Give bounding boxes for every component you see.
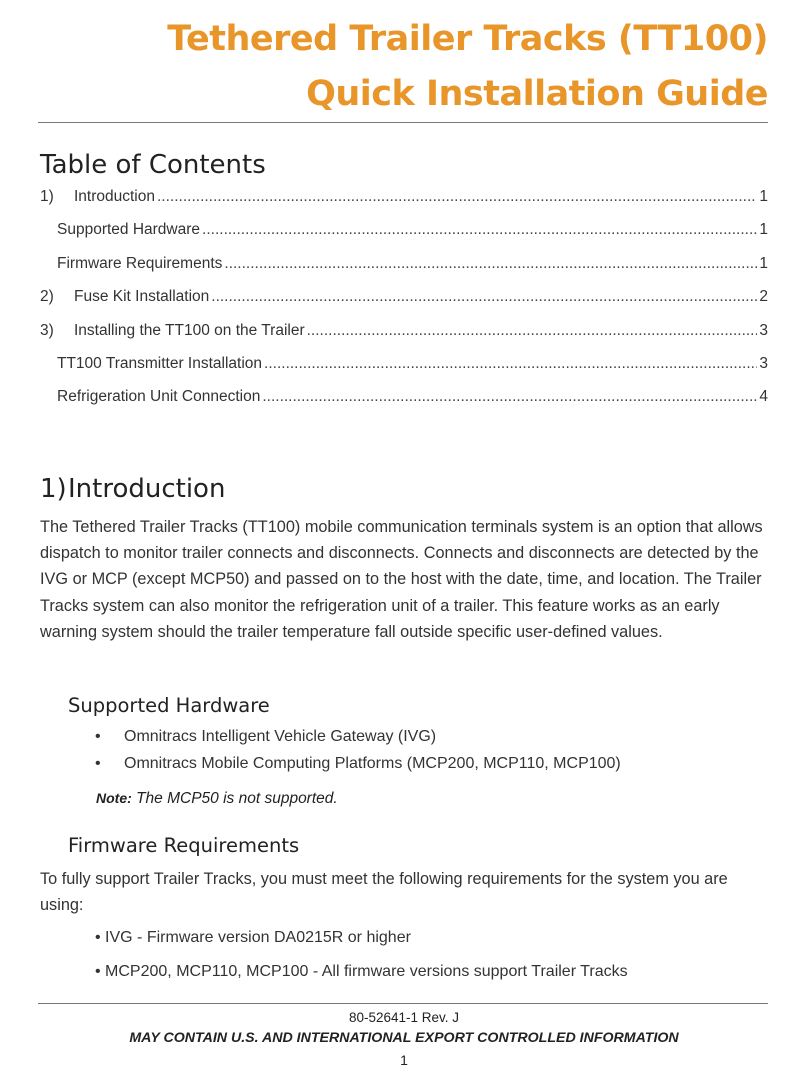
toc-entry-refrigeration-unit[interactable] xyxy=(40,388,768,421)
toc-entry-page: 4 xyxy=(759,388,768,406)
toc-entry-label: Supported Hardware xyxy=(57,221,201,239)
toc-entry-introduction[interactable] xyxy=(40,188,768,221)
toc-entry-number: 3) xyxy=(40,321,54,339)
hardware-list-item xyxy=(95,729,436,745)
firmware-intro-paragraph: To fully support Trailer Tracks, you must meet the following requirements for the system you are using: xyxy=(40,870,728,915)
toc-entry-fuse-kit-installation[interactable] xyxy=(40,288,768,321)
note-label: Note: xyxy=(96,790,132,806)
toc-entry-transmitter-installation[interactable] xyxy=(40,355,768,388)
page-number: 1 xyxy=(400,1052,408,1068)
toc-entry-label: Fuse Kit Installation xyxy=(74,288,210,306)
toc-leader-dots xyxy=(224,255,757,273)
hardware-note xyxy=(96,790,338,808)
supported-hardware-heading: Supported Hardware xyxy=(68,694,270,717)
toc-entry-page: 1 xyxy=(759,188,768,205)
toc-entry-label: Installing the TT100 on the Trailer xyxy=(74,321,305,339)
toc-entry-page: 1 xyxy=(759,254,768,272)
toc-leader-dots xyxy=(211,288,757,306)
toc-leader-dots xyxy=(262,388,757,406)
footer-divider xyxy=(38,1003,768,1004)
bullet-icon: • xyxy=(95,728,101,745)
toc-entry-installing-tt100[interactable] xyxy=(40,322,768,355)
toc-entry-page: 2 xyxy=(759,288,768,306)
export-notice: MAY CONTAIN U.S. AND INTERNATIONAL EXPORT CONTROLLED INFORMATION xyxy=(129,1030,679,1046)
note-text: The MCP50 is not supported. xyxy=(136,790,338,807)
toc-entry-number: 2) xyxy=(40,288,54,306)
table-of-contents xyxy=(40,188,768,422)
toc-entry-label: Firmware Requirements xyxy=(57,254,223,272)
toc-leader-dots xyxy=(202,221,757,239)
toc-entry-page: 3 xyxy=(759,354,768,372)
toc-entry-page: 3 xyxy=(759,321,768,339)
hardware-item-text: Omnitracs Intelligent Vehicle Gateway (IVG) xyxy=(124,728,437,745)
toc-leader-dots xyxy=(264,355,757,373)
introduction-heading xyxy=(40,476,225,502)
toc-entry-page: 1 xyxy=(759,221,768,239)
document-number: 80-52641-1 Rev. J xyxy=(348,1010,460,1025)
introduction-paragraph: The Tethered Trailer Tracks (TT100) mobile communication terminals system is an option that allows dispatch to monitor trailer connects and disconnects. Connects and disconnects are detected by the IVG or MCP (except MCP50) and passed on to the host with the date, time, and location. The Trailer Tracks system can also monitor the refrigeration unit of a trailer. This feature works as an early warning system should the trailer temperature fall outside specific user-defined values. xyxy=(40,518,763,641)
toc-entry-label: TT100 Transmitter Installation xyxy=(57,354,263,372)
toc-entry-label: Refrigeration Unit Connection xyxy=(57,388,261,406)
toc-entry-label: Introduction xyxy=(74,188,155,205)
toc-leader-dots xyxy=(307,322,758,340)
toc-entry-firmware-requirements[interactable] xyxy=(40,255,768,288)
hardware-list-item xyxy=(95,756,621,772)
toc-leader-dots xyxy=(157,188,757,206)
toc-entry-supported-hardware[interactable] xyxy=(40,221,768,254)
header-divider xyxy=(38,122,768,123)
toc-heading: Table of Contents xyxy=(40,150,266,180)
section-number: 1) xyxy=(40,474,67,504)
section-title: Introduction xyxy=(68,474,226,504)
bullet-icon: • xyxy=(95,755,101,772)
toc-entry-number: 1) xyxy=(40,188,54,205)
document-title-line-1: Tethered Trailer Tracks (TT100) xyxy=(167,19,768,59)
firmware-requirement-mcp: • MCP200, MCP110, MCP100 - All firmware versions support Trailer Tracks xyxy=(95,963,628,980)
firmware-requirement-ivg: • IVG - Firmware version DA0215R or higher xyxy=(95,929,411,946)
hardware-item-text: Omnitracs Mobile Computing Platforms (MCP200, MCP110, MCP100) xyxy=(124,755,621,772)
firmware-requirements-heading: Firmware Requirements xyxy=(68,834,300,857)
document-title-line-2: Quick Installation Guide xyxy=(306,74,768,114)
